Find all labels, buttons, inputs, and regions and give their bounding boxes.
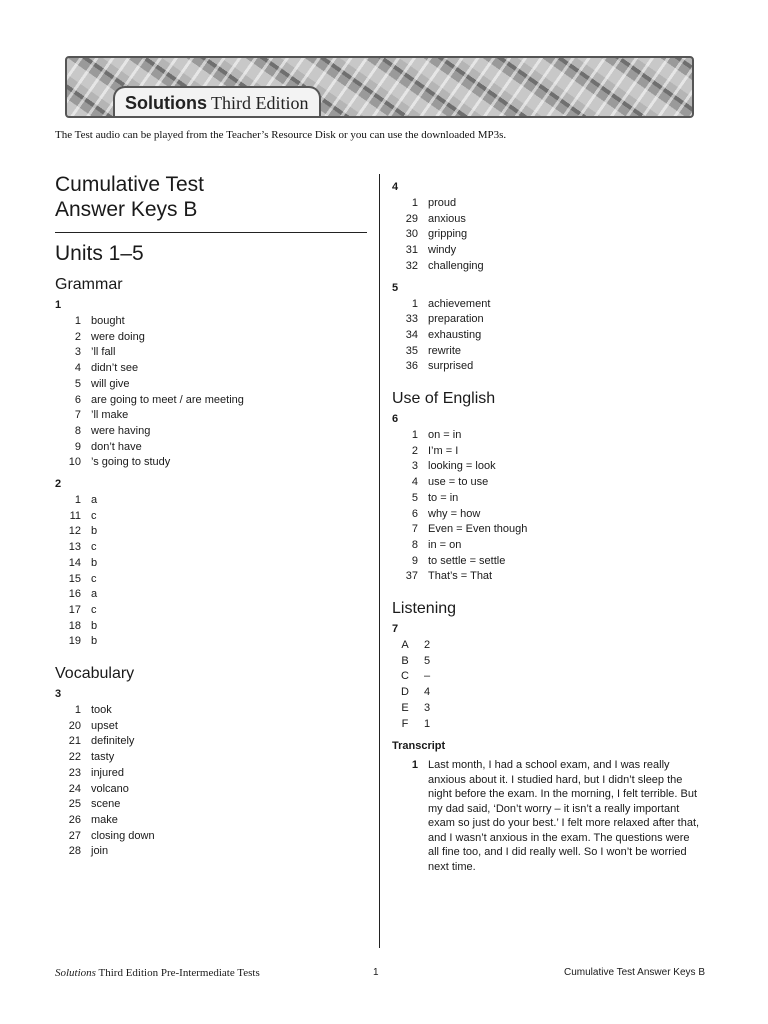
- answer-number: 19: [68, 635, 81, 648]
- answer-number: 28: [68, 845, 81, 858]
- answer-text: 3: [424, 701, 431, 714]
- answer-text: 5: [424, 654, 431, 667]
- left-column: [55, 172, 367, 866]
- answer-text: I’m = I: [428, 444, 459, 457]
- answer-item: [55, 797, 367, 813]
- answer-number: 5: [74, 377, 81, 390]
- section-vocabulary: Vocabulary: [55, 665, 135, 683]
- answer-text: b: [91, 619, 98, 632]
- answer-item: [392, 196, 712, 212]
- answer-text: achievement: [428, 297, 491, 310]
- answer-number: 26: [68, 813, 81, 826]
- transcript-text: Last month, I had a school exam, and I was really anxious about it. I studied hard, but I didn’t sleep the night before the exam. In the morning, I felt terrible. But my dad said, ‘Don’t worry – it isn’t a really important exam so just do your best.’ I felt more relaxed after that, and I wasn’t anxious in the exam. The questions were all fine too, and I did really well. So I won’t be worried next time.: [428, 759, 700, 873]
- answer-item: [55, 587, 367, 603]
- answer-item: [55, 634, 367, 650]
- answer-number: 8: [411, 538, 418, 551]
- answer-number: 21: [68, 735, 81, 748]
- answer-text: why = how: [428, 507, 481, 520]
- answer-item: [392, 569, 712, 585]
- answer-item: [392, 212, 712, 228]
- answer-number: A: [401, 639, 409, 652]
- answer-number: 37: [405, 570, 418, 583]
- answer-text: That’s = That: [428, 570, 493, 583]
- answer-list-q6: [392, 428, 712, 585]
- answer-text: gripping: [428, 228, 468, 241]
- answer-item: [392, 554, 712, 570]
- answer-number: 4: [74, 362, 81, 375]
- answer-number: 11: [69, 509, 81, 522]
- answer-item: [55, 440, 367, 456]
- answer-number: 13: [68, 541, 81, 554]
- answer-item: [392, 669, 712, 685]
- answer-text: ’ll fall: [91, 346, 116, 359]
- answer-text: proud: [428, 197, 457, 209]
- answer-item: [392, 522, 712, 538]
- answer-item: [55, 493, 367, 509]
- answer-item: [55, 734, 367, 750]
- answer-number: 1: [411, 297, 418, 310]
- answer-number: 3: [411, 460, 418, 473]
- answer-text: exhausting: [428, 328, 482, 341]
- answer-number: 31: [405, 244, 418, 257]
- answer-text: closing down: [91, 829, 155, 842]
- title-line-2: Answer Keys B: [55, 198, 198, 221]
- answer-number: 30: [405, 228, 418, 241]
- footer-page-number: 1: [373, 967, 379, 978]
- section-grammar: Grammar: [55, 276, 123, 293]
- answer-number: 4: [411, 476, 418, 489]
- answer-number: F: [401, 717, 409, 730]
- page-footer: [55, 967, 705, 981]
- answer-number: 1: [74, 494, 81, 507]
- answer-item: [392, 344, 712, 360]
- question-1-number: 1: [55, 299, 62, 311]
- answer-number: 32: [405, 259, 418, 272]
- answer-number: C: [401, 670, 409, 683]
- answer-text: were doing: [91, 330, 145, 343]
- answer-list-q2: [55, 493, 367, 650]
- answer-text: definitely: [91, 735, 135, 748]
- answer-item: [392, 717, 712, 733]
- answer-item: [55, 844, 367, 860]
- answer-text: anxious: [428, 212, 466, 225]
- answer-item: [55, 455, 367, 471]
- answer-text: 2: [424, 639, 431, 652]
- question-5-number: 5: [392, 281, 399, 294]
- transcript-item: [392, 758, 712, 874]
- answer-list-q1: [55, 314, 367, 471]
- answer-item: [55, 424, 367, 440]
- answer-item: [392, 459, 712, 475]
- audio-note: The Test audio can be played from the Teacher’s Resource Disk or you can use the downloaded MP3s.: [55, 129, 507, 141]
- answer-text: will give: [91, 377, 130, 390]
- header-banner: [65, 56, 694, 118]
- answer-number: D: [401, 686, 409, 699]
- answer-item: [55, 330, 367, 346]
- answer-number: 35: [405, 344, 418, 357]
- answer-text: looking = look: [428, 460, 496, 473]
- answer-number: 6: [411, 507, 418, 520]
- answer-item: [55, 393, 367, 409]
- answer-item: [55, 540, 367, 556]
- answer-text: didn’t see: [91, 362, 139, 375]
- answer-number: 7: [74, 409, 81, 422]
- answer-item: [392, 685, 712, 701]
- answer-number: 12: [68, 525, 81, 538]
- answer-item: [55, 703, 367, 719]
- answer-text: bought: [91, 315, 125, 327]
- answer-number: 24: [68, 782, 81, 795]
- answer-item: [392, 328, 712, 344]
- right-column: [392, 178, 712, 874]
- answer-item: [55, 361, 367, 377]
- title-line-1: Cumulative Test: [55, 173, 205, 196]
- document-title: [55, 172, 367, 222]
- answer-number: 10: [68, 456, 81, 469]
- question-6-number: 6: [392, 413, 399, 426]
- answer-text: a: [91, 494, 98, 507]
- answer-number: 17: [68, 603, 81, 616]
- answer-number: 15: [68, 572, 81, 585]
- title-rule: [55, 232, 367, 233]
- answer-list-q5: [392, 297, 712, 376]
- question-7-number: 7: [392, 623, 399, 636]
- answer-number: 7: [411, 523, 418, 536]
- brand-name-rest: Third Edition: [211, 92, 309, 113]
- answer-number: 23: [68, 766, 81, 779]
- brand-logo: [113, 86, 321, 118]
- answer-list-q4: [392, 196, 712, 275]
- answer-item: [55, 782, 367, 798]
- answer-number: 22: [68, 751, 81, 764]
- answer-number: 8: [74, 424, 81, 437]
- answer-item: [55, 524, 367, 540]
- answer-item: [55, 377, 367, 393]
- answer-item: [392, 654, 712, 670]
- answer-text: c: [91, 541, 97, 554]
- answer-text: to = in: [428, 491, 459, 504]
- answer-item: [55, 408, 367, 424]
- footer-book-title: [55, 967, 260, 979]
- section-use-of-english: Use of English: [392, 390, 496, 408]
- question-4-number: 4: [392, 181, 399, 193]
- answer-text: in = on: [428, 538, 462, 551]
- answer-item: [55, 345, 367, 361]
- answer-text: ’ll make: [91, 409, 129, 422]
- answer-text: c: [91, 572, 97, 585]
- answer-number: 36: [405, 360, 418, 373]
- footer-book-italic: Solutions: [55, 967, 96, 979]
- answer-item: [392, 359, 712, 375]
- answer-list-q3: [55, 703, 367, 860]
- answer-text: rewrite: [428, 344, 462, 357]
- answer-list-q7: [392, 638, 712, 732]
- answer-item: [392, 491, 712, 507]
- answer-number: 18: [68, 619, 81, 632]
- answer-number: 1: [411, 429, 418, 442]
- answer-item: [55, 619, 367, 635]
- answer-text: use = to use: [428, 476, 489, 489]
- answer-text: took: [91, 704, 112, 717]
- answer-item: [392, 638, 712, 654]
- answer-text: tasty: [91, 751, 115, 764]
- answer-text: scene: [91, 798, 121, 811]
- answer-text: b: [91, 556, 98, 569]
- answer-number: 29: [405, 212, 418, 225]
- answer-item: [392, 227, 712, 243]
- answer-item: [392, 701, 712, 717]
- answer-text: injured: [91, 766, 125, 779]
- answer-number: 2: [74, 330, 81, 343]
- answer-item: [392, 538, 712, 554]
- question-3-number: 3: [55, 688, 62, 701]
- answer-number: 6: [74, 393, 81, 406]
- answer-text: Even = Even though: [428, 523, 528, 536]
- answer-text: challenging: [428, 259, 484, 272]
- answer-text: a: [91, 588, 98, 601]
- answer-number: 9: [74, 440, 81, 453]
- answer-text: 4: [424, 686, 431, 699]
- transcript-heading: Transcript: [392, 740, 446, 753]
- answer-item: [392, 507, 712, 523]
- answer-text: preparation: [428, 313, 484, 326]
- answer-text: don’t have: [91, 440, 142, 453]
- brand-name-bold: Solutions: [125, 92, 207, 113]
- answer-text: on = in: [428, 429, 462, 442]
- transcript-number: 1: [411, 759, 418, 772]
- answer-item: [55, 813, 367, 829]
- answer-number: 16: [68, 588, 81, 601]
- answer-item: [55, 603, 367, 619]
- answer-number: B: [401, 654, 409, 667]
- answer-text: 1: [424, 717, 431, 730]
- answer-item: [55, 509, 367, 525]
- answer-item: [392, 312, 712, 328]
- answer-text: volcano: [91, 782, 129, 795]
- answer-item: [392, 243, 712, 259]
- answer-item: [55, 719, 367, 735]
- answer-number: 27: [68, 829, 81, 842]
- answer-number: 9: [411, 554, 418, 567]
- answer-item: [55, 314, 367, 330]
- answer-text: make: [91, 813, 118, 826]
- footer-book-rest: Third Edition Pre-Intermediate Tests: [98, 967, 260, 979]
- answer-text: b: [91, 635, 98, 648]
- answer-number: 2: [411, 444, 418, 457]
- units-heading: Units 1–5: [55, 242, 144, 265]
- answer-number: 1: [74, 315, 81, 327]
- answer-text: c: [91, 509, 97, 522]
- answer-item: [55, 556, 367, 572]
- section-listening: Listening: [392, 600, 457, 618]
- answer-number: 34: [405, 328, 418, 341]
- answer-text: –: [424, 670, 431, 683]
- answer-item: [392, 428, 712, 444]
- answer-item: [392, 475, 712, 491]
- answer-item: [392, 444, 712, 460]
- answer-number: E: [401, 701, 409, 714]
- answer-item: [392, 259, 712, 275]
- answer-text: surprised: [428, 360, 474, 373]
- answer-text: join: [91, 845, 109, 858]
- question-2-number: 2: [55, 478, 62, 491]
- answer-number: 25: [68, 798, 81, 811]
- answer-text: windy: [428, 244, 457, 257]
- answer-text: are going to meet / are meeting: [91, 393, 244, 406]
- answer-text: were having: [91, 424, 151, 437]
- column-divider: [379, 174, 380, 948]
- answer-number: 1: [74, 704, 81, 717]
- answer-number: 14: [68, 556, 81, 569]
- answer-text: upset: [91, 719, 118, 732]
- answer-item: [55, 572, 367, 588]
- answer-number: 3: [74, 346, 81, 359]
- footer-doc-title: Cumulative Test Answer Keys B: [564, 967, 705, 978]
- answer-text: c: [91, 603, 97, 616]
- answer-item: [55, 750, 367, 766]
- answer-item: [55, 829, 367, 845]
- answer-number: 33: [405, 313, 418, 326]
- answer-number: 1: [411, 197, 418, 209]
- answer-number: 20: [68, 719, 81, 732]
- answer-text: b: [91, 525, 98, 538]
- answer-text: to settle = settle: [428, 554, 506, 567]
- answer-text: ’s going to study: [91, 456, 171, 469]
- answer-number: 5: [411, 491, 418, 504]
- answer-item: [392, 297, 712, 313]
- answer-item: [55, 766, 367, 782]
